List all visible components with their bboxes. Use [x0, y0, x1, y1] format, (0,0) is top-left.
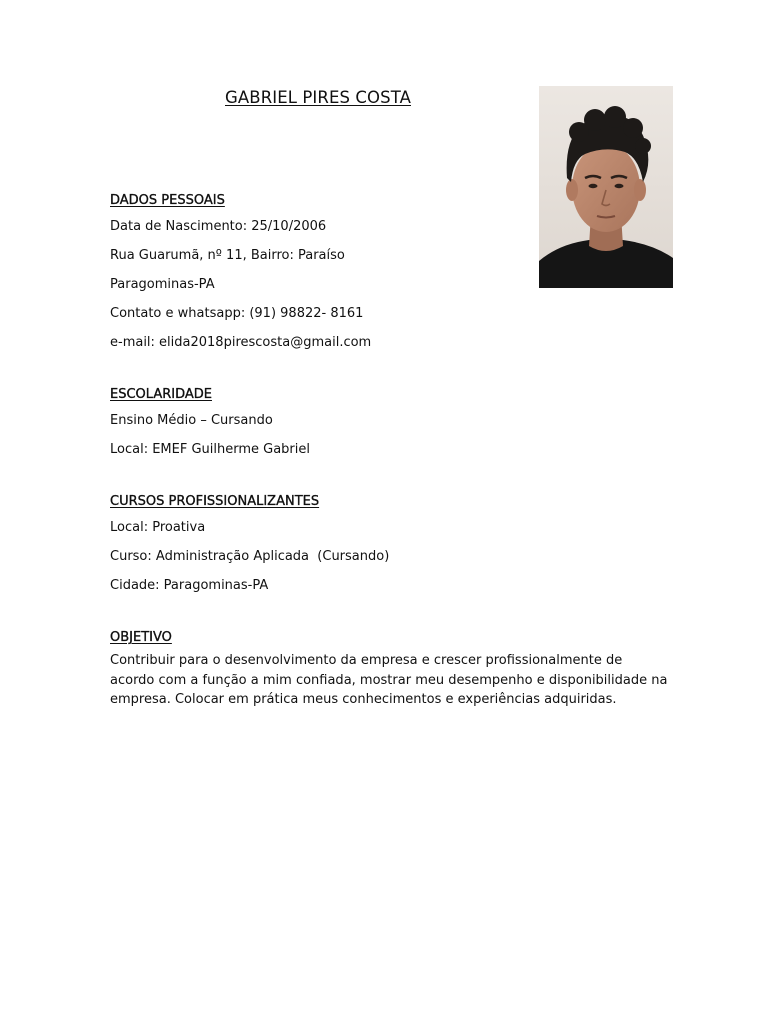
address-street: Rua Guarumã, nº 11, Bairro: Paraíso [110, 248, 345, 263]
contact-phone: Contato e whatsapp: (91) 98822- 8161 [110, 306, 364, 321]
address-city: Paragominas-PA [110, 277, 215, 292]
education-level: Ensino Médio – Cursando [110, 413, 273, 428]
course-location: Local: Proativa [110, 520, 206, 535]
section-dados-pessoais [110, 190, 670, 357]
resume-content [110, 190, 670, 710]
section-heading: ESCOLARIDADE [110, 387, 212, 402]
contact-email: e-mail: elida2018pirescosta@gmail.com [110, 335, 372, 350]
course-city: Cidade: Paragominas-PA [110, 578, 269, 593]
course-name: Curso: Administração Aplicada (Cursando) [110, 549, 390, 564]
section-cursos [110, 491, 670, 600]
section-objetivo [110, 627, 670, 710]
section-heading: OBJETIVO [110, 630, 172, 645]
birth-date: Data de Nascimento: 25/10/2006 [110, 219, 327, 234]
section-escolaridade [110, 384, 670, 464]
objective-paragraph: Contribuir para o desenvolvimento da empresa e crescer profissionalmente de acordo com a função a mim confiada, mostrar meu desempenho e disponibilidade na empresa. Colocar em prática meus conhecimentos e experiências adquiridas. [110, 653, 668, 707]
education-school: Local: EMEF Guilherme Gabriel [110, 442, 311, 457]
section-heading: DADOS PESSOAIS [110, 193, 225, 208]
section-heading: CURSOS PROFISSIONALIZANTES [110, 494, 320, 509]
candidate-name: GABRIEL PIRES COSTA [225, 88, 411, 107]
